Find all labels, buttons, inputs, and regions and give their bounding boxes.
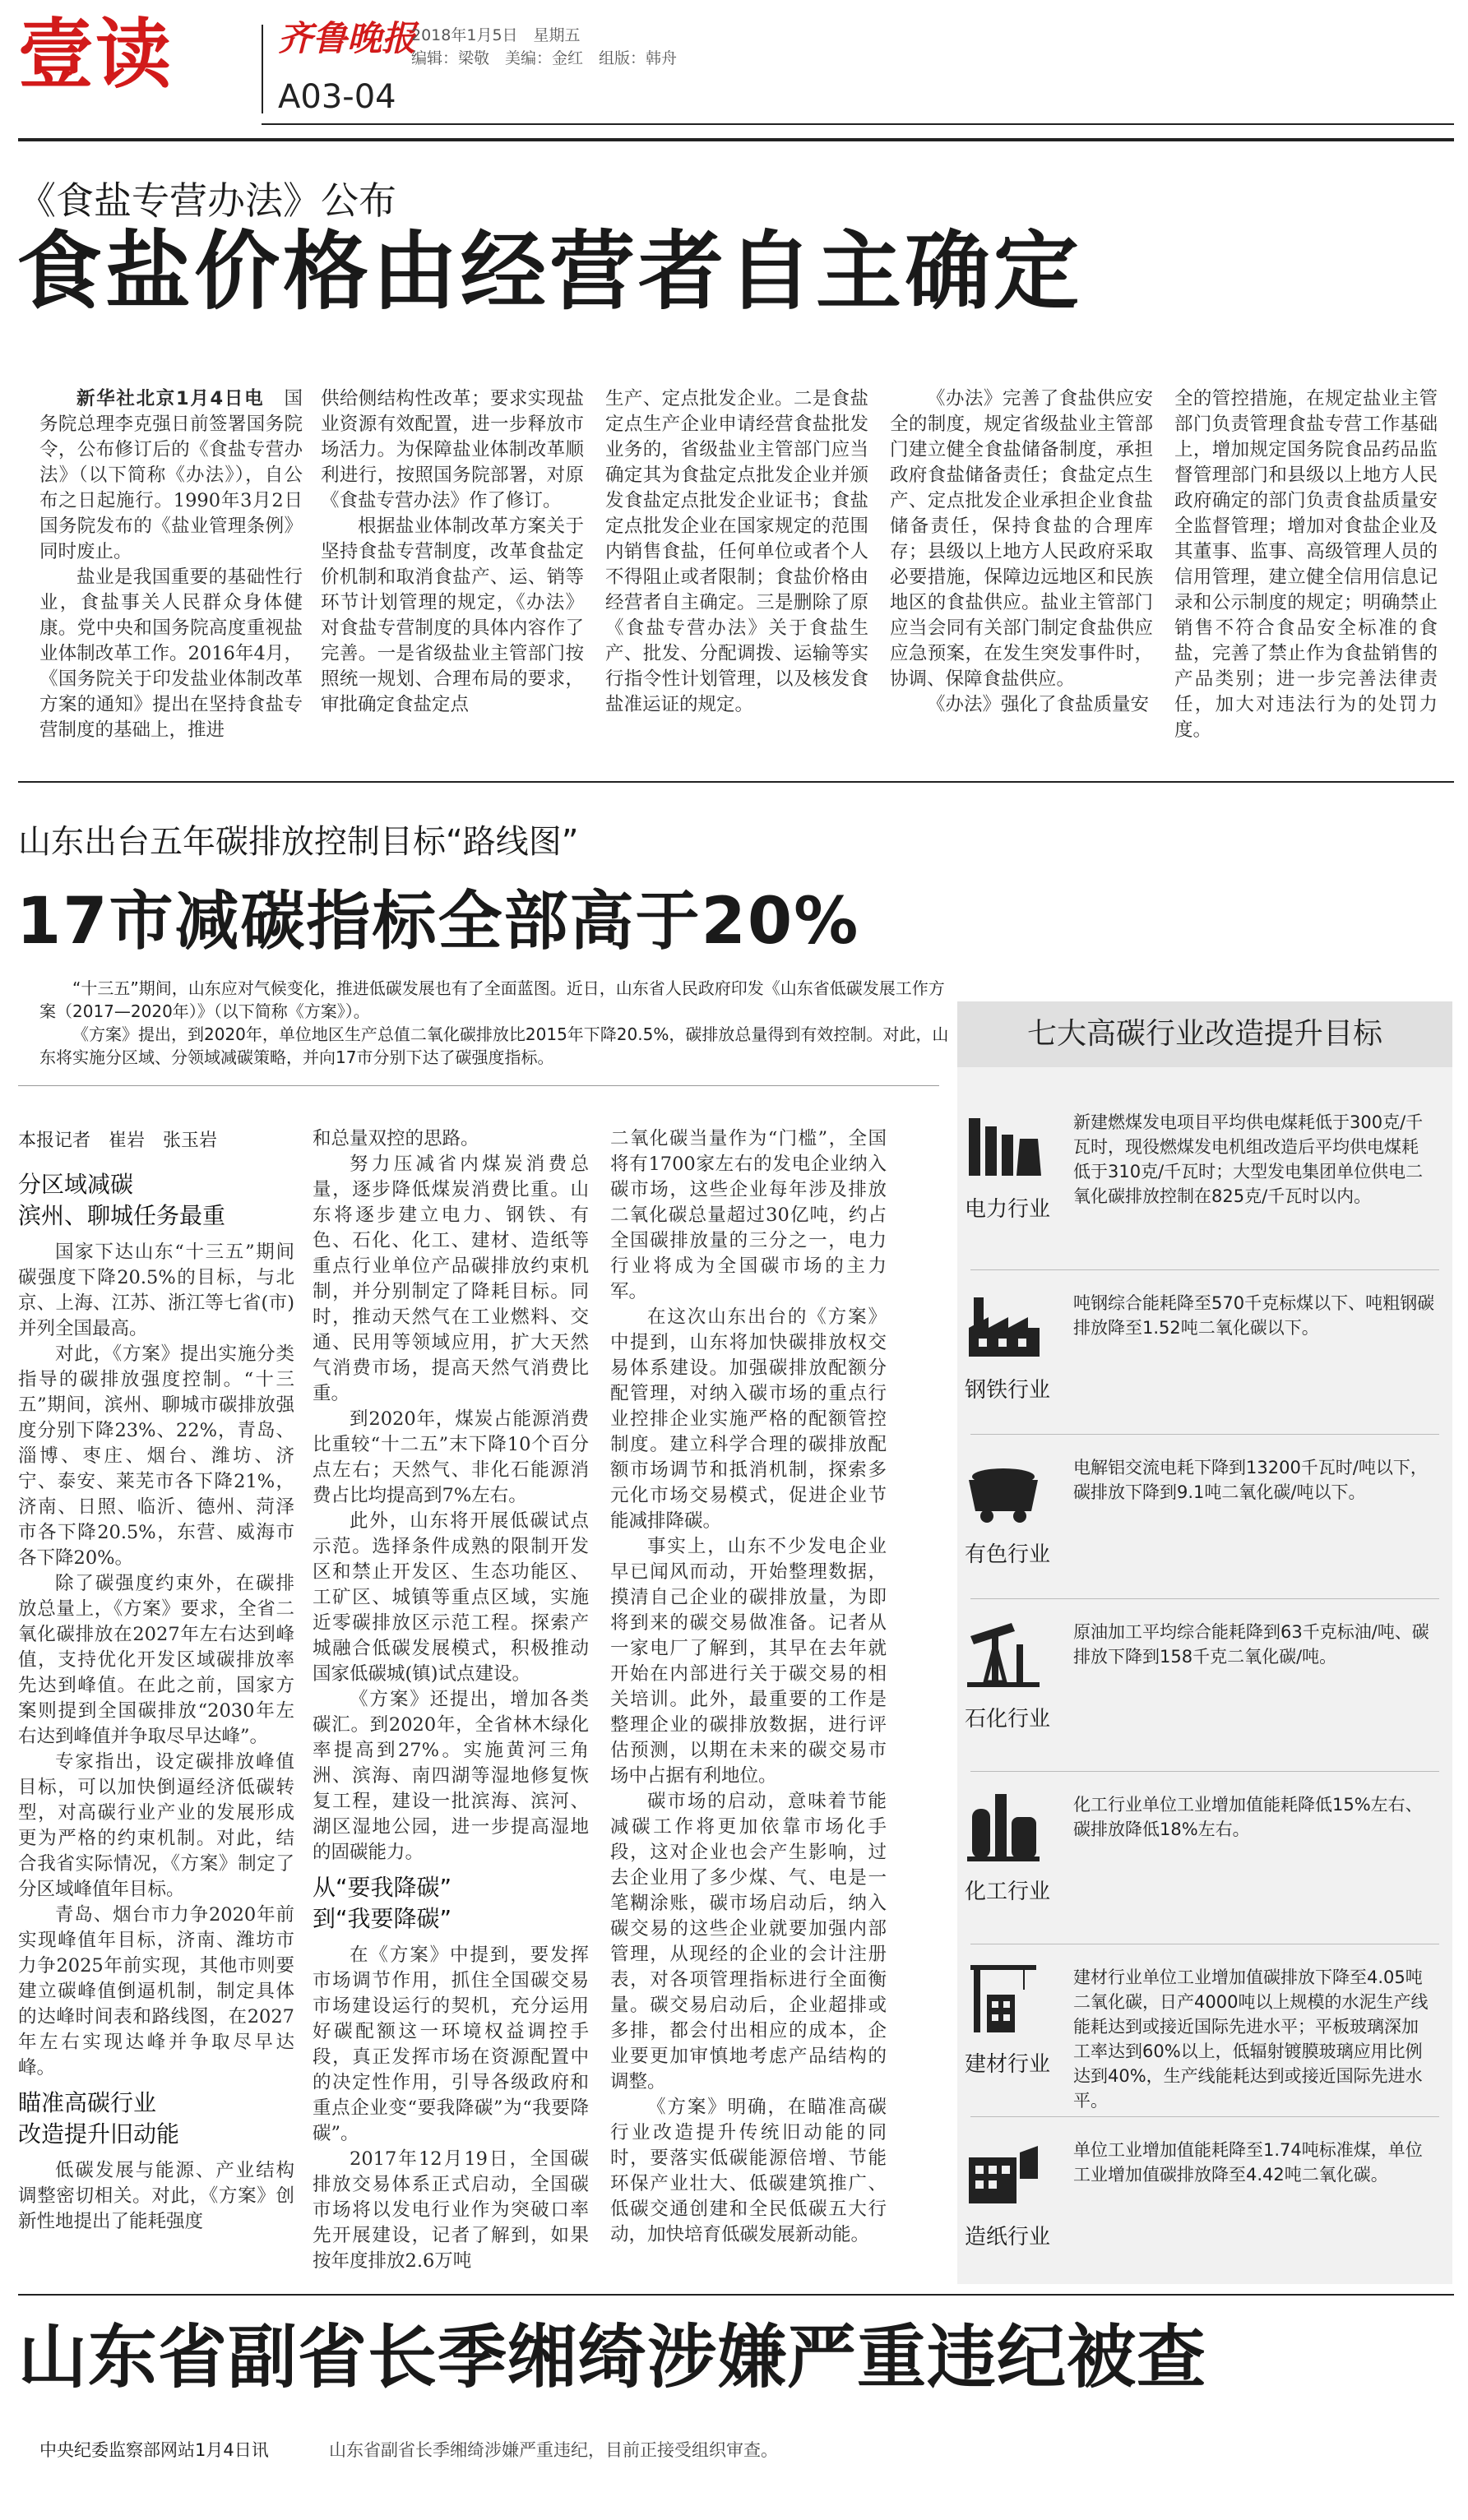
paragraph-text: 全的管控措施，在规定盐业主管部门负责管理食盐专营工作基础上，增加规定国务院食品药品监督管理部门和县级以上地方人民政府确定的部门负责食盐质量安全监督管理；增加对食盐企业及其董事、监事、高级管理人员的信用管理，建立健全信用信息记录和公示制度的规定；明确禁止销售不符合食品安全标准的食盐，完善了禁止作为食盐销售的产品类别；进一步完善法律责任，加大对违法行为的处罚力度。 [1174, 388, 1438, 741]
paragraph: 除了碳强度约束外，在碳排放总量上，《方案》要求，全省二氧化碳排放在2027年左右达到峰值，支持优化开发区域碳排放率先达到峰值。在此之前，国家方案则提到全国碳排放“2030年左右达到峰值并争取尽早达峰”。 [18, 1573, 294, 1747]
header-divider [262, 25, 263, 113]
paragraph [605, 386, 868, 718]
page-number: A03-04 [278, 78, 396, 116]
editorial-staff: 编辑：梁敬 美编：金红 组版：韩舟 [411, 49, 678, 67]
article2-column [313, 1126, 589, 2274]
industry-target: 化工行业单位工业增加值能耗降低15%左右、碳排放降低18%左右。 [1073, 1795, 1423, 1839]
article1-column [39, 386, 303, 743]
subheading: 瞄准高碳行业 改造提升旧动能 [18, 2089, 180, 2148]
article2-column [610, 1126, 887, 2248]
mine-cart-icon [962, 1447, 1053, 1533]
sidebar-divider [970, 1771, 1439, 1772]
article1-column [321, 386, 584, 718]
article1-kicker: 《食盐专营办法》公布 [18, 178, 396, 223]
article2-kicker: 山东出台五年碳排放控制目标“路线图” [18, 823, 579, 861]
industry-label: 有色行业 [964, 1542, 1050, 1567]
article3-headline: 山东省副省长季缃绮涉嫌严重违纪被查 [18, 2317, 1207, 2397]
industry-label: 化工行业 [964, 1880, 1050, 1904]
issue-date: 2018年1月5日 星期五 [411, 26, 581, 44]
article1-headline: 食盐价格由经营者自主确定 [16, 221, 1083, 321]
paragraph-text: 国务院总理李克强日前签署国务院令，公布修订后的《食盐专营办法》（以下简称《办法》），自公布之日起施行。1990年3月2日国务院发布的《盐业管理条例》同时废止。 [39, 388, 303, 562]
sidebar-divider [970, 1598, 1439, 1599]
section-masthead: 壹读 [18, 11, 174, 99]
article1-column [890, 386, 1153, 718]
header-rule-thick [18, 138, 1454, 141]
paragraph [890, 386, 1153, 692]
paragraph: 在这次山东出台的《方案》中提到，山东将加快碳排放权交易体系建设。加强碳排放配额分配管理，对纳入碳市场的重点行业控排企业实施严格的配额管控制度。建立科学合理的碳排放配额市场调节和抵消机制，探索多元化市场交易模式，促进企业节能减排降碳。 [610, 1306, 887, 1532]
steel-factory-icon [962, 1283, 1053, 1368]
chemical-plant-icon [962, 1784, 1053, 1870]
industry-label: 钢铁行业 [964, 1378, 1050, 1403]
byline: 本报记者 崔岩 张玉岩 [18, 1131, 218, 1151]
industry-label: 造纸行业 [964, 2225, 1050, 2250]
crane-building-icon [962, 1957, 1053, 2042]
paragraph: 《方案》明确，在瞄准高碳行业改造提升传统旧动能的同时，要落实低碳能源倍增、节能环保产业壮大、低碳建筑推广、低碳交通创建和全民低碳五大行动，加快培育低碳发展新动能。 [610, 2097, 887, 2245]
subheading: 分区域减碳 滨州、聊城任务最重 [18, 1171, 226, 1229]
article-divider [18, 2294, 1454, 2296]
paragraph: 青岛、烟台市力争2020年前实现峰值年目标，济南、潍坊市力争2025年前实现，其他市则要建立碳峰值倒逼机制，制定具体的达峰时间表和路线图，在2027年左右实现达峰并争取尽早达峰。 [18, 1904, 294, 2078]
industry-target: 建材行业单位工业增加值碳排放下降至4.05吨二氧化碳，日产4000吨以上规模的水泥生产线能耗达到或接近国际先进水平；平板玻璃深加工率达到60%以上，低辐射镀膜玻璃应用比例达到40%，生产线能耗达到或接近国际先进水平。 [1073, 1967, 1429, 2111]
paragraph-text: 《办法》强化了食盐质量安 [927, 694, 1150, 715]
paragraph-text: 盐业是我国重要的基础性行业，食盐事关人民群众身体健康。党中央和国务院高度重视盐业体制改革工作。2016年4月，《国务院关于印发盐业体制改革方案的通知》提出在坚持食盐专营制度的基础上，推进 [39, 566, 303, 741]
paragraph: 国家下达山东“十三五”期间碳强度下降20.5%的目标，与北京、上海、江苏、浙江等七省(市)并列全国最高。 [18, 1242, 294, 1339]
paragraph: 专家指出，设定碳排放峰值目标，可以加快倒逼经济低碳转型，对高碳行业产业的发展形成更为严格的约束机制。对此，结合我省实际情况，《方案》制定了分区域峰值年目标。 [18, 1751, 294, 1900]
paragraph: 《方案》还提出，增加各类碳汇。到2020年，全省林木绿化率提高到27%。实施黄河三角洲、滨海、南四湖等湿地修复恢复工程，建设一批滨海、滨河、湖区湿地公园，进一步提高湿地的固碳能力。 [313, 1689, 589, 1863]
paragraph [39, 386, 303, 565]
paragraph-text: 生产、定点批发企业。二是食盐定点生产企业申请经营食盐批发业务的，省级盐业主管部门应当确定其为食盐定点批发企业并颁发食盐定点批发企业证书；食盐定点批发企业在国家规定的范围内销售食盐，任何单位或者个人不得阻止或者限制；食盐价格由经营者自主确定。三是删除了原《食盐专营办法》关于食盐生产、批发、分配调拨、运输等实行指令性计划管理，以及核发食盐准运证的规定。 [605, 388, 868, 715]
article-divider [18, 781, 1454, 783]
article2-lead [39, 977, 952, 1069]
industry-label: 石化行业 [964, 1707, 1050, 1732]
paragraph: 2017年12月19日，全国碳排放交易体系正式启动，全国碳市场将以发电行业作为突破口率先开展建设，记者了解到，如果按年度排放2.6万吨 [313, 2148, 589, 2272]
paragraph: 在《方案》中提到，要发挥市场调节作用，抓住全国碳交易市场建设运行的契机，充分运用好碳配额这一环境权益调控手段，真正发挥市场在资源配置中的决定性作用，引导各级政府和重点企业变“要我降碳”为“我要降碳”。 [313, 1944, 589, 2144]
subheading: 从“要我降碳” 到“我要降碳” [313, 1874, 452, 1932]
sidebar-title: 七大高碳行业改造提升目标 [957, 1001, 1452, 1067]
paragraph: 对此，《方案》提出实施分类指导的碳排放强度控制。“十三五”期间，滨州、聊城市碳排放强度分别下降23%、22%，青岛、淄博、枣庄、烟台、潍坊、济宁、泰安、莱芜市各下降21%，济南、日照、临沂、德州、菏泽市各下降20.5%，东营、威海市各下降20%。 [18, 1343, 294, 1569]
paragraph [39, 565, 303, 743]
sidebar-divider [970, 1434, 1439, 1435]
article3-body: 山东省副省长季缃绮涉嫌严重违纪，目前正接受组织审查。 [329, 2440, 778, 2460]
industry-target: 电解铝交流电耗下降到13200千瓦时/吨以下，碳排放下降到9.1吨二氧化碳/吨以下。 [1073, 1458, 1428, 1502]
paragraph-text: 根据盐业体制改革方案关于坚持食盐专营制度，改革食盐定价机制和取消食盐产、运、销等环节计划管理的规定，《办法》对食盐专营制度的具体内容作了完善。一是省级盐业主管部门按照统一规划、合理布局的要求，审批确定食盐定点 [321, 516, 584, 715]
industry-target: 吨钢综合能耗降至570千克标煤以下、吨粗钢碳排放降至1.52吨二氧化碳以下。 [1073, 1293, 1435, 1338]
newspaper-logo: 齐鲁晚报 [278, 18, 417, 58]
industry-target: 新建燃煤发电项目平均供电煤耗低于300克/千瓦时，现役燃煤发电机组改造后平均供电煤耗低于310克/千瓦时；大型发电集团单位供电二氧化碳排放控制在825克/千瓦时以内。 [1073, 1112, 1424, 1206]
paragraph [890, 692, 1153, 718]
industry-target: 单位工业增加值能耗降至1.74吨标准煤，单位工业增加值碳排放降至4.42吨二氧化碳。 [1073, 2140, 1423, 2185]
paragraph [321, 386, 584, 514]
paragraph-text: 《办法》完善了食盐供应安全的制度，规定省级盐业主管部门建立健全食盐储备制度，承担政府食盐储备责任；食盐定点生产、定点批发企业承担企业食盐储备责任，保持食盐的合理库存；县级以上地方人民政府采取必要措施，保障边远地区和民族地区的食盐供应。盐业主管部门应当会同有关部门制定食盐供应应急预案，在发生突发事件时，协调、保障食盐供应。 [890, 388, 1153, 690]
paragraph [321, 514, 584, 718]
industry-label: 电力行业 [964, 1197, 1050, 1222]
paragraph-text: 供给侧结构性改革；要求实现盐业资源有效配置，进一步释放市场活力。为保障盐业体制改革顺利进行，按照国务院部署，对原《食盐专营办法》作了修订。 [321, 388, 584, 511]
paragraph: 到2020年，煤炭占能源消费比重较“十二五”末下降10个百分点左右；天然气、非化石能源消费占比均提高到7%左右。 [313, 1408, 589, 1506]
article1-column [605, 386, 868, 718]
paragraph [1174, 386, 1438, 743]
sidebar-divider [970, 2116, 1439, 2117]
dateline: 新华社北京1月4日电 [76, 388, 265, 409]
paper-mill-icon [962, 2129, 1053, 2215]
paragraph: 事实上，山东不少发电企业早已闻风而动，开始整理数据，摸清自己企业的碳排放量，为即将到来的碳交易做准备。记者从一家电厂了解到，其早在去年就开始在内部进行关于碳交易的相关培训。此外，最重要的工作是整理企业的碳排放数据，进行评估预测，以期在未来的碳交易市场中占据有利地位。 [610, 1536, 887, 1787]
article3-source: 中央纪委监察部网站1月4日讯 [39, 2440, 269, 2460]
paragraph: 二氧化碳当量作为“门槛”，全国将有1700家左右的发电企业纳入碳市场，这些企业每年涉及排放二氧化碳总量超过30亿吨，约占全国碳排放量的三分之一，电力行业将成为全国碳市场的主力军。 [610, 1128, 887, 1302]
paragraph: 和总量双控的思路。 [313, 1128, 479, 1149]
paragraph: 碳市场的启动，意味着节能减碳工作将更加依靠市场化手段，这对企业也会产生影响，过去企业用了多少煤、气、电是一笔糊涂账，碳市场启动后，纳入碳交易的这些企业就要加强内部管理，从现经的企业的会计注册表，对各项管理指标进行全面衡量。碳交易启动后，企业超排或多排，都会付出相应的成本，企业要更加审慎地考虑产品结构的调整。 [610, 1791, 887, 2092]
article1-column [1174, 386, 1438, 743]
lead-divider [18, 1085, 939, 1086]
article2-headline: 17市减碳指标全部高于20% [16, 885, 860, 959]
industry-target: 原油加工平均综合能耗降到63千克标油/吨、碳排放下降到158千克二氧化碳/吨。 [1073, 1622, 1429, 1667]
header-rule [262, 123, 1454, 125]
article2-column [18, 1163, 294, 2235]
paragraph: 低碳发展与能源、产业结构调整密切相关。对此，《方案》创新性地提出了能耗强度 [18, 2160, 294, 2232]
paragraph: 此外，山东将开展低碳试点示范。选择条件成熟的限制开发区和禁止开发区、生态功能区、工矿区、城镇等重点区域，实施近零碳排放区示范工程。探索产城融合低碳发展模式，积极推动国家低碳城(镇)试点建设。 [313, 1510, 589, 1685]
sidebar-divider [970, 1269, 1439, 1270]
lead-paragraph: “十三五”期间，山东应对气候变化，推进低碳发展也有了全面蓝图。近日，山东省人民政府印发《山东省低碳发展工作方案（2017—2020年）》（以下简称《方案》）。 [39, 978, 945, 1021]
oil-pump-icon [962, 1611, 1053, 1697]
power-plant-icon [962, 1102, 1053, 1187]
industry-label: 建材行业 [964, 2052, 1050, 2077]
lead-paragraph: 《方案》提出，到2020年，单位地区生产总值二氧化碳排放比2015年下降20.5%，碳排放总量得到有效控制。对此，山东将实施分区域、分领域减碳策略，并向17市分别下达了碳强度指标。 [39, 1024, 949, 1067]
paragraph: 努力压减省内煤炭消费总量，逐步降低煤炭消费比重。山东将逐步建立电力、钢铁、有色、石化、化工、建材、造纸等重点行业单位产品碳排放约束机制，并分别制定了降耗目标。同时，推动天然气在工业燃料、交通、民用等领域应用，扩大天然气消费市场，提高天然气消费比重。 [313, 1154, 589, 1404]
